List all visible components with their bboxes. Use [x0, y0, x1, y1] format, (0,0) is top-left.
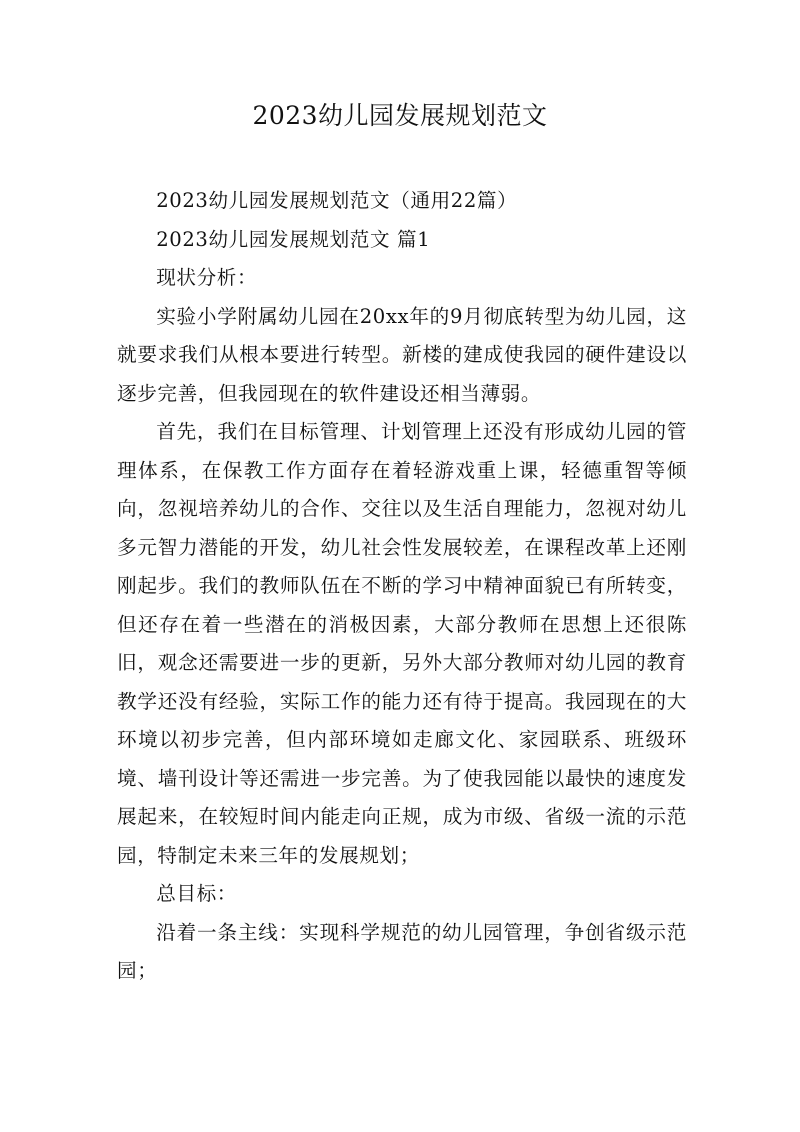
body-paragraph: 首先，我们在目标管理、计划管理上还没有形成幼儿园的管理体系，在保教工作方面存在着轻游戏重上课，轻德重智等倾向，忽视培养幼儿的合作、交往以及生活自理能力，忽视对幼儿多元智力潜能的开发，幼儿社会性发展较差，在课程改革上还刚刚起步。我们的教师队伍在不断的学习中精神面貌已有所转变，但还存在着一些潜在的消极因素，大部分教师在思想上还很陈旧，观念还需要进一步的更新，另外大部分教师对幼儿园的教育教学还没有经验，实际工作的能力还有待于提高。我园现在的大环境以初步完善，但内部环境如走廊文化、家园联系、班级环境、墙刊设计等还需进一步完善。为了使我园能以最快的速度发展起来，在较短时间内能走向正规，成为市级、省级一流的示范园，特制定未来三年的发展规划；: [117, 420, 687, 867]
body-paragraph: 实验小学附属幼儿园在20xx年的9月彻底转型为幼儿园，这就要求我们从根本要进行转型。新楼的建成使我园的硬件建设以逐步完善，但我园现在的软件建设还相当薄弱。: [117, 304, 687, 405]
section-heading: 2023幼儿园发展规划范文 篇1: [156, 227, 431, 251]
document-body: [117, 182, 687, 991]
document-title: 2023幼儿园发展规划范文: [252, 101, 548, 130]
subtitle-paragraph: 2023幼儿园发展规划范文（通用22篇）: [156, 189, 518, 212]
status-analysis-heading: 现状分析：: [156, 266, 258, 289]
goal-heading: 总目标：: [156, 882, 237, 905]
body-paragraph: 沿着一条主线：实现科学规范的幼儿园管理，争创省级示范园；: [117, 920, 687, 982]
